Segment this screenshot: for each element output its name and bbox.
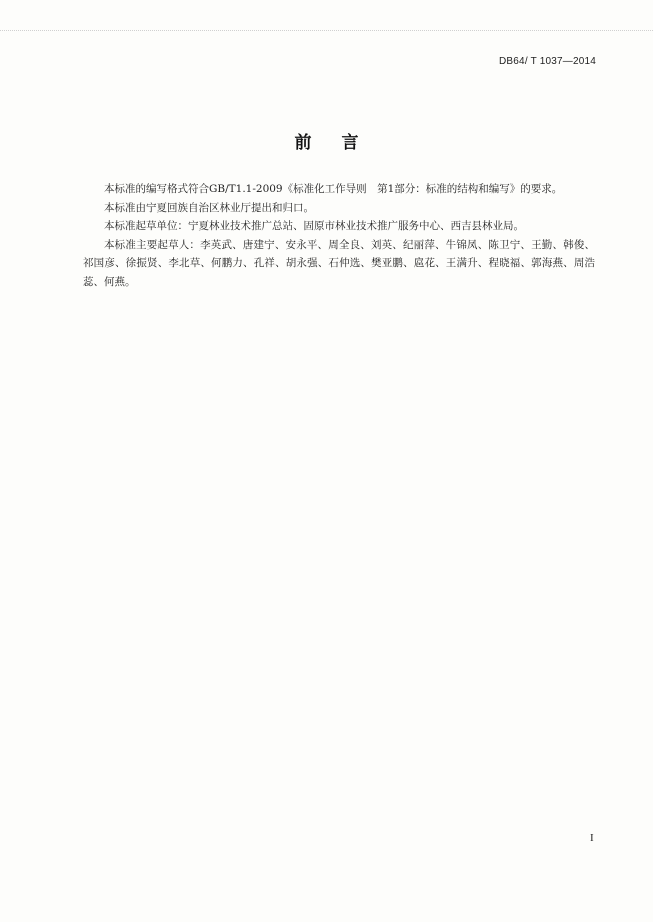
paragraph-drafting-units: 本标准起草单位：宁夏林业技术推广总站、固原市林业技术推广服务中心、西吉县林业局。 — [104, 220, 524, 232]
paragraph-format: 本标准的编写格式符合GB/T1.1-2009《标准化工作导则 第1部分：标准的结构和编写》的要求。 — [104, 183, 563, 195]
paragraph-drafters: 本标准主要起草人：李英武、唐建宁、安永平、周全良、刘英、纪丽萍、牛锦凤、陈卫宁、王勤、韩俊、祁国彦、徐振贤、李北草、何鹏力、孔祥、胡永强、石仲选、樊亚鹏、扈花、王满升、程晓福、郭海燕、周浩蕊、何燕。 — [83, 238, 595, 288]
foreword-body — [83, 180, 595, 291]
standard-code: DB64/ T 1037—2014 — [499, 56, 596, 67]
page-number: I — [590, 832, 594, 844]
scan-edge-line — [0, 30, 653, 31]
page-title: 前 言 — [294, 133, 371, 153]
paragraph-proposer: 本标准由宁夏回族自治区林业厅提出和归口。 — [104, 201, 314, 214]
